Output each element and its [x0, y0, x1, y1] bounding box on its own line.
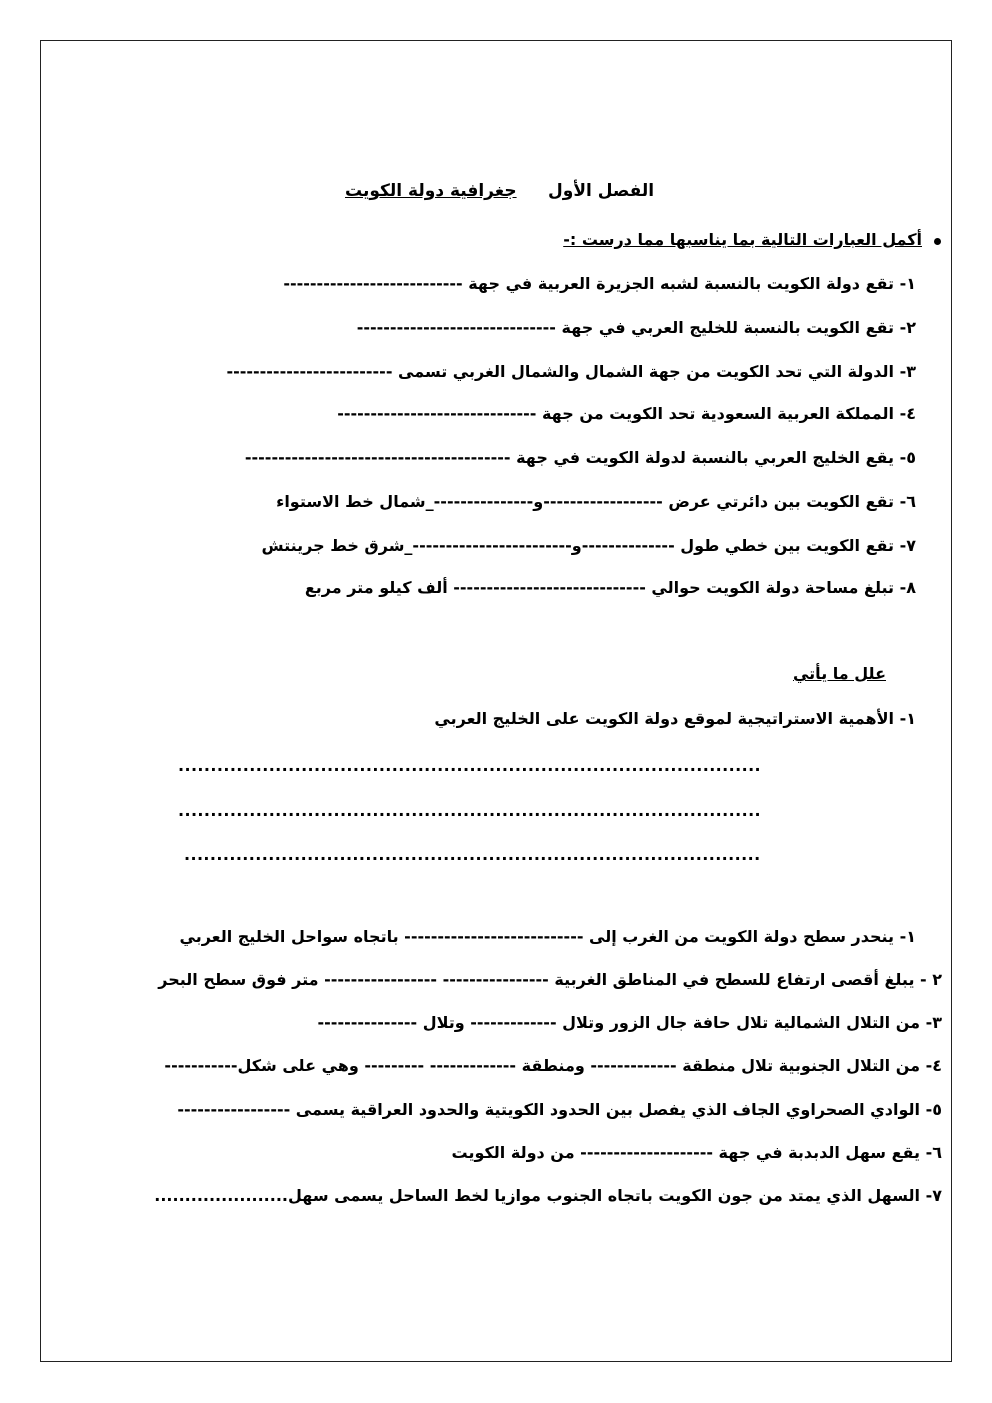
explain-question-1: ١- الأهمية الاستراتيجية لموقع دولة الكويت على الخليج العربي [434, 709, 916, 728]
surface-item-1: ١- ينحدر سطح دولة الكويت من الغرب إلى --------------------------- باتجاه سواحل الخليج العربي [179, 927, 916, 946]
answer-line-1: .......................................................................................... [178, 756, 762, 775]
fill-item-7: ٧- تقع الكويت بين خطي طول --------------و------------------------_شرق خط جرينتش [261, 536, 916, 555]
bullet-icon [934, 238, 941, 245]
surface-item-4: ٤- من التلال الجنوبية تلال منطقة ------------- ومنطقة ------------- --------- وهي على شكل----------- [164, 1056, 942, 1075]
fill-item-3: ٣- الدولة التي تحد الكويت من جهة الشمال والشمال الغربي تسمى ------------------------- [226, 362, 916, 381]
fill-item-6: ٦- تقع الكويت بين دائرتي عرض ------------------و---------------_شمال خط الاستواء [276, 492, 916, 511]
fill-item-8: ٨- تبلغ مساحة دولة الكويت حوالي ----------------------------- ألف كيلو متر مربع [304, 578, 916, 597]
fill-item-5: ٥- يقع الخليج العربي بالنسبة لدولة الكويت في جهة ---------------------------------------- [244, 448, 916, 467]
fill-item-2: ٢- تقع الكويت بالنسبة للخليج العربي في جهة ------------------------------ [356, 318, 916, 337]
surface-item-2: ٢ - يبلغ أقصى ارتفاع للسطح في المناطق الغربية ---------------- ----------------- متر فوق سطح البحر [158, 970, 942, 989]
surface-item-5: ٥- الوادي الصحراوي الجاف الذي يفصل بين الحدود الكويتية والحدود العراقية يسمى ----------------- [177, 1100, 942, 1119]
surface-item-6: ٦- يقع سهل الدبدبة في جهة -------------------- من دولة الكويت [451, 1143, 942, 1162]
section2-title: علل ما يأتي [792, 664, 886, 683]
topic-title: جغرافية دولة الكويت [345, 181, 517, 201]
surface-item-3: ٣- من التلال الشمالية تلال حافة جال الزور وتلال ------------- وتلال --------------- [317, 1013, 942, 1032]
chapter-title-wrap [548, 181, 654, 201]
fill-item-1: ١- تقع دولة الكويت بالنسبة لشبه الجزيرة العربية في جهة --------------------------- [283, 274, 916, 293]
section1-instruction: أكمل العبارات التالية بما يناسبها مما درست :- [563, 230, 922, 249]
page-header [345, 181, 517, 201]
chapter-title: الفصل الأول [548, 181, 655, 201]
answer-line-2: .......................................................................................... [178, 801, 762, 820]
answer-line-3: ......................................................................................... [184, 845, 761, 864]
surface-item-7: ٧- السهل الذي يمتد من جون الكويت باتجاه الجنوب موازيا لخط الساحل يسمى سهل...................... [154, 1186, 942, 1205]
fill-item-4: ٤- المملكة العربية السعودية تحد الكويت من جهة ------------------------------ [337, 404, 916, 423]
